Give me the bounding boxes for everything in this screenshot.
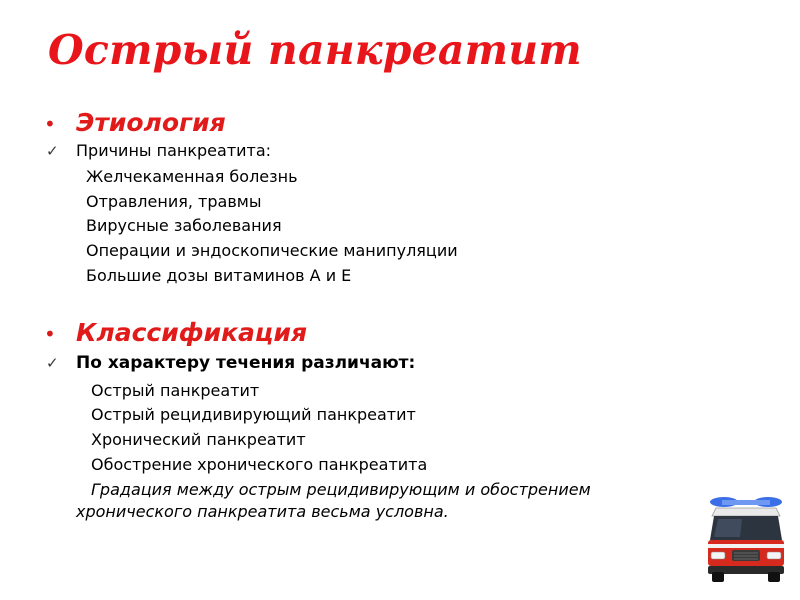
- check-mark-icon: ✓: [46, 142, 59, 160]
- slide-title: Острый панкреатит: [48, 26, 582, 74]
- etiology-intro: Причины панкреатита:: [76, 141, 272, 160]
- etiology-item: Вирусные заболевания: [86, 216, 282, 235]
- classification-item: Обострение хронического панкреатита: [91, 455, 428, 474]
- classification-item: Хронический панкреатит: [91, 430, 306, 449]
- bullet-dot-icon: •: [44, 112, 56, 136]
- classification-item: Острый рецидивирующий панкреатит: [91, 405, 416, 424]
- etiology-heading: Этиология: [76, 108, 226, 137]
- classification-heading: Классификация: [76, 318, 308, 347]
- classification-note-line: Градация между острым рецидивирующим и обострением: [91, 480, 591, 499]
- ambulance-icon: [702, 492, 790, 584]
- etiology-item: Отравления, травмы: [86, 192, 262, 211]
- etiology-item: Операции и эндоскопические манипуляции: [86, 241, 458, 260]
- etiology-item: Желчекаменная болезнь: [86, 167, 298, 186]
- classification-intro: По характеру течения различают:: [76, 353, 416, 373]
- classification-note-line: хронического панкреатита весьма условна.: [76, 502, 449, 521]
- etiology-item: Большие дозы витаминов А и Е: [86, 266, 352, 285]
- bullet-dot-icon: •: [44, 322, 56, 346]
- classification-item: Острый панкреатит: [91, 381, 260, 400]
- check-mark-icon: ✓: [46, 354, 59, 372]
